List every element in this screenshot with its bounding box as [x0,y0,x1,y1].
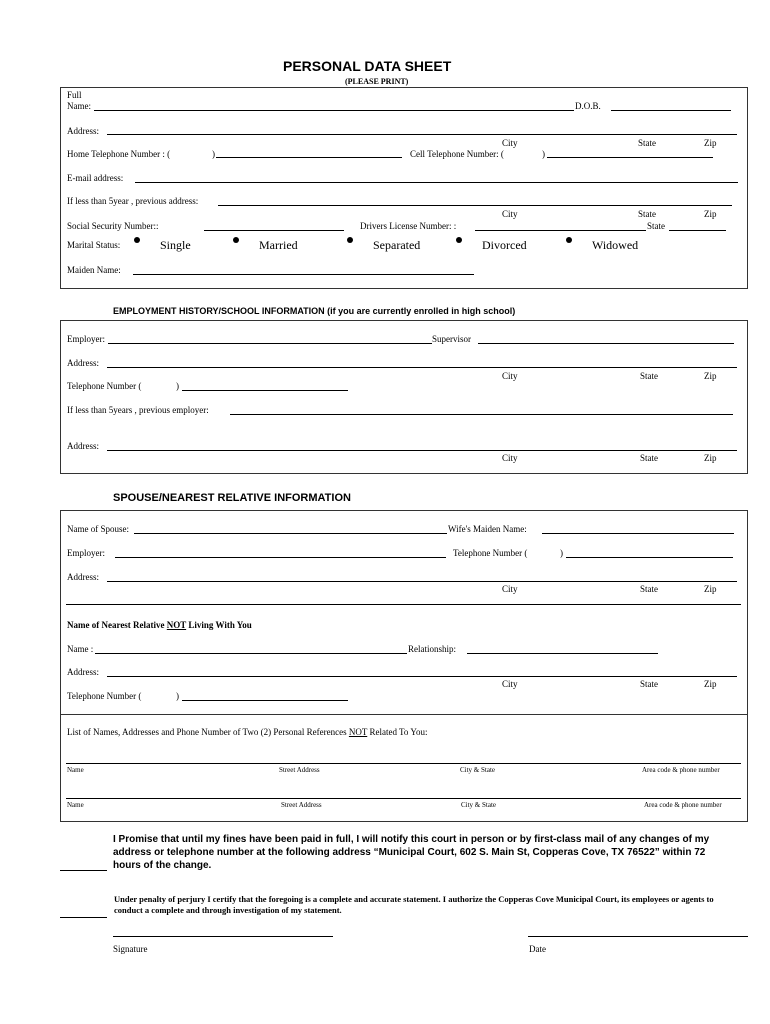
relative-phone-line [182,700,348,701]
name-line [94,110,574,111]
promise-initial-line [60,870,107,871]
spouse-employer-input[interactable] [117,545,444,557]
cell-phone-input[interactable] [549,145,711,157]
relative-address-input[interactable] [109,664,735,676]
date-label: Date [529,944,546,954]
employer-label: Employer: [67,334,105,344]
home-phone-paren: ) [212,149,215,159]
relative-name-label: Name : [67,644,94,654]
reference-1-line [66,763,741,764]
relative-heading-pre: Name of Nearest Relative [67,620,167,630]
wife-maiden-input[interactable] [544,521,732,533]
separated-option-label: Separated [373,238,421,252]
cell-phone-label: Cell Telephone Number: ( [410,149,504,159]
email-line [135,182,738,183]
reference-1-street-label: Street Address [279,766,320,774]
relative-phone-paren: ) [176,691,179,701]
home-phone-label: Home Telephone Number : ( [67,149,171,159]
dl-state-line [669,230,726,231]
full-name-input[interactable] [96,98,572,110]
employer-state-label: State [640,371,658,381]
relative-address-label: Address: [67,667,99,677]
references-heading-not: NOT [348,727,368,737]
relative-heading-not: NOT [166,620,187,630]
perjury-initial-input[interactable] [61,905,106,917]
spouse-address-line [107,581,737,582]
dl-state-label: State [647,221,665,231]
employer-address-input[interactable] [109,355,735,367]
promise-statement: I Promise that until my fines have been paid in full, I will notify this court in person or by first-class mail of any changes of my address or telephone number at the following address “Municipal Court, 602 S. Main St, Copperas Cove, TX 76522” within 72 hours of the change. [113,834,710,871]
reference-2-phone-label: Area code & phone number [644,801,722,809]
address-input[interactable] [109,122,735,134]
prev-zip-label: Zip [704,209,717,219]
prev-employer-address-label: Address: [67,441,99,451]
relative-address-line [107,676,737,677]
date-input[interactable] [529,923,747,935]
dob-line [611,110,731,111]
references-heading-post: Related To You: [367,727,428,737]
prev-employer-zip-label: Zip [704,453,717,463]
prev-employer-state-label: State [640,453,658,463]
spouse-phone-input[interactable] [568,545,731,557]
single-radio[interactable] [134,237,140,243]
perjury-statement: Under penalty of perjury I certify that the foregoing is a complete and accurate statement. I authorize the Copperas Cove Municipal Court, its employees or agents to conduct a complete and through investigation of my statement. [114,894,714,915]
date-line [528,936,748,937]
widowed-option-label: Widowed [592,238,639,252]
spouse-address-label: Address: [67,572,99,582]
reference-2-city-label: City & State [461,801,496,809]
prev-state-label: State [638,209,656,219]
dl-input[interactable] [477,218,644,230]
prev-employer-input[interactable] [232,402,731,414]
widowed-radio[interactable] [566,237,572,243]
spouse-divider-line [66,604,741,605]
spouse-name-input[interactable] [136,521,445,533]
employer-address-line [107,367,737,368]
relationship-label: Relationship: [408,644,456,654]
dob-label: D.O.B. [575,101,601,111]
relative-heading [67,620,252,630]
spouse-zip-label: Zip [704,584,717,594]
perjury-initial-line [60,917,107,918]
separated-radio[interactable] [347,237,353,243]
wife-maiden-line [542,533,734,534]
references-heading [67,727,427,737]
ssn-input[interactable] [206,218,342,230]
divorced-option-label: Divorced [482,238,527,252]
divorced-radio[interactable] [456,237,462,243]
relative-phone-label: Telephone Number ( [67,691,142,701]
name-label: Name: [67,101,91,111]
prev-employer-city-label: City [502,453,518,463]
prev-address-input[interactable] [220,193,730,205]
reference-1-city-label: City & State [460,766,495,774]
spouse-address-input[interactable] [109,569,735,581]
reference-1-phone-label: Area code & phone number [642,766,720,774]
relative-zip-label: Zip [704,679,717,689]
marital-label: Marital Status: [67,240,121,250]
supervisor-line [478,343,734,344]
prev-address-line [218,205,732,206]
references-heading-pre: List of Names, Addresses and Phone Number of Two (2) Personal References [67,727,349,737]
prev-address-label: If less than 5year , previous address: [67,196,199,206]
relative-name-input[interactable] [97,641,405,653]
home-phone-line [216,157,402,158]
reference-2-name-label: Name [67,801,84,809]
married-radio[interactable] [233,237,239,243]
signature-input[interactable] [114,923,332,935]
spouse-employer-label: Employer: [67,548,105,558]
page-subtitle: (PLEASE PRINT) [345,77,409,86]
supervisor-label: Supervisor [432,334,471,344]
zip-label: Zip [704,138,717,148]
employer-phone-label: Telephone Number ( [67,381,142,391]
home-phone-input[interactable] [218,145,400,157]
cell-phone-line [547,157,713,158]
single-option-label: Single [160,238,191,252]
employer-zip-label: Zip [704,371,717,381]
prev-employer-address-input[interactable] [109,438,735,450]
spouse-state-label: State [640,584,658,594]
relative-city-label: City [502,679,518,689]
employer-address-label: Address: [67,358,99,368]
address-label: Address: [67,126,99,136]
state-label: State [638,138,656,148]
wife-maiden-label: Wife's Maiden Name: [448,524,527,534]
page-title: PERSONAL DATA SHEET [283,58,452,74]
spouse-employer-line [115,557,446,558]
dl-state-input[interactable] [671,218,724,230]
employer-phone-line [182,390,348,391]
relative-phone-input[interactable] [184,688,346,700]
prev-city-label: City [502,209,518,219]
ssn-line [204,230,344,231]
maiden-name-line [133,274,474,275]
full-label: Full [67,90,82,100]
employer-phone-input[interactable] [184,378,346,390]
references-divider [60,714,748,715]
relative-heading-post: Living With You [186,620,252,630]
relationship-input[interactable] [469,641,656,653]
signature-label: Signature [113,944,148,954]
employer-line [108,343,432,344]
reference-2-street-label: Street Address [281,801,322,809]
dl-line [475,230,646,231]
prev-employer-label: If less than 5years , previous employer: [67,405,209,415]
spouse-heading: SPOUSE/NEAREST RELATIVE INFORMATION [113,492,351,504]
maiden-name-label: Maiden Name: [67,265,121,275]
employer-input[interactable] [110,331,430,343]
spouse-name-label: Name of Spouse: [67,524,129,534]
dl-label: Drivers License Number: : [360,221,457,231]
reference-2-line [66,798,741,799]
spouse-phone-line [566,557,733,558]
city-label: City [502,138,518,148]
employer-city-label: City [502,371,518,381]
prev-employer-address-line [107,450,737,451]
ssn-label: Social Security Number:: [67,221,159,231]
prev-employer-line [230,414,733,415]
dob-input[interactable] [613,98,729,110]
relationship-line [467,653,658,654]
supervisor-input[interactable] [480,331,732,343]
email-input[interactable] [137,170,736,182]
address-line [107,134,737,135]
reference-1-name-label: Name [67,766,84,774]
spouse-city-label: City [502,584,518,594]
reference-1-input[interactable] [68,750,739,762]
spouse-phone-label: Telephone Number ( [453,548,528,558]
married-option-label: Married [259,238,298,252]
relative-state-label: State [640,679,658,689]
email-label: E-mail address: [67,173,124,183]
spouse-name-line [134,533,447,534]
signature-line [113,936,333,937]
employment-heading: EMPLOYMENT HISTORY/SCHOOL INFORMATION (if you are currently enrolled in high school) [113,306,516,316]
relative-name-line [95,653,407,654]
spouse-phone-paren: ) [560,548,563,558]
maiden-name-input[interactable] [135,262,472,274]
employer-phone-paren: ) [176,381,179,391]
promise-initial-input[interactable] [61,858,106,870]
cell-phone-paren: ) [542,149,545,159]
reference-2-input[interactable] [68,785,739,797]
personal-info-box [60,87,748,289]
